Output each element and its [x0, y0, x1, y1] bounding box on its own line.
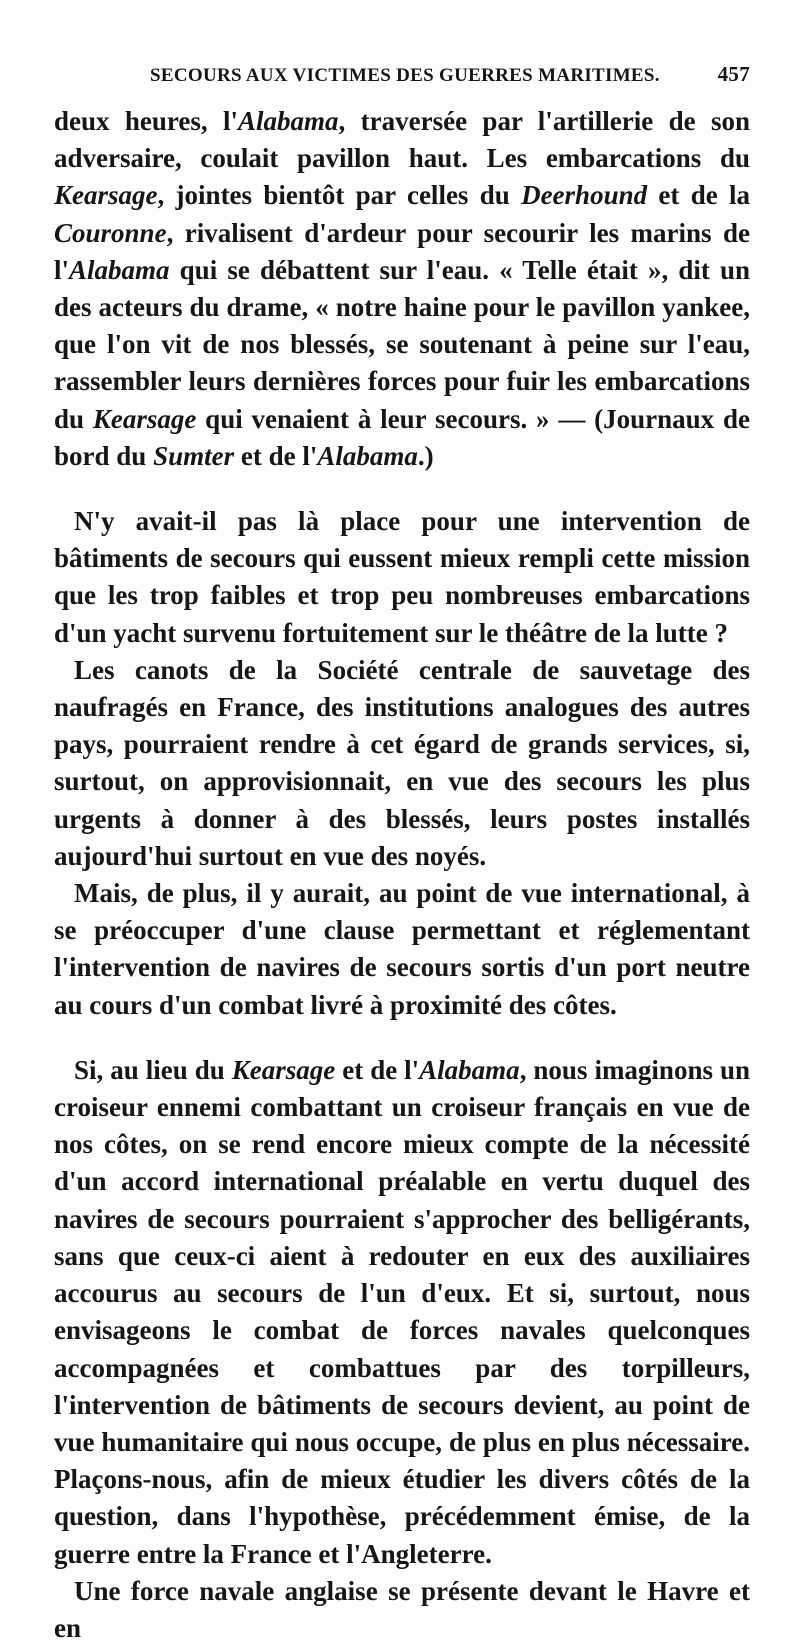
- text-run: , traversée par l'artillerie de son adversaire, coulait pavillon haut. Les embarcations du: [54, 106, 751, 174]
- ship-name: Deerhound: [521, 180, 648, 211]
- ship-name: Couronne: [54, 217, 167, 248]
- text-run: N'y avait-il pas là place pour une intervention de bâtiments de secours qui eussent mieux rempli cette mission que les trop faibles et trop peu nombreuses embarcations d'un yacht survenu fortuitement sur le théâtre de la lutte ?: [54, 506, 750, 648]
- running-title: SECOURS AUX VICTIMES DES GUERRES MARITIMES.: [150, 65, 660, 86]
- ship-name: Alabama: [238, 106, 339, 136]
- paragraph-1: [54, 103, 750, 475]
- text-run: , jointes bientôt par celles du: [157, 180, 522, 211]
- text-run: , nous imaginons un croiseur ennemi combattant un croiseur français en vue de nos côtes, on se rend encore mieux compte de la nécessité d'un accord international préalable en vertu duquel des navires de secours pourraient s'approcher des belligérants, sans que ceux-ci aient à redouter en eux des auxiliaires accourus au secours de l'un d'eux. Et si, surtout, nous envisageons le combat de forces navales quelconques accompagnées et combattues par des torpilleurs, l'intervention de bâtiments de secours devient, au point de vue humanitaire qui nous occupe, de plus en plus nécessaire. Plaçons-nous, afin de mieux étudier les divers côtés de la question, dans l'hypothèse, précédemment émise, de la guerre entre la France et l'Angleterre.: [54, 1054, 750, 1569]
- text-run: qui se débattent sur l'eau. « Telle était », dit un des acteurs du drame, « notre haine pour le pavillon yankee, que l'on vit de nos blessés, se soutenant à peine sur l'eau, rassembler leurs dernières forces pour fuir les embarcations du: [54, 254, 750, 434]
- text-run: et de l': [234, 440, 318, 471]
- text-run: deux heures, l': [54, 106, 239, 136]
- text-run: qui venaient à leur secours. » — (Journaux de bord du: [54, 403, 750, 471]
- text-run: et de la: [647, 180, 750, 211]
- text-run: Si, au lieu du: [74, 1054, 232, 1085]
- page-number: 457: [717, 62, 750, 86]
- paragraph-3: [54, 652, 750, 875]
- text-run: et de l': [335, 1054, 420, 1085]
- ship-name: Alabama: [419, 1054, 520, 1085]
- running-header: [54, 0, 750, 87]
- text-run: Mais, de plus, il y aurait, au point de vue international, à se préoccuper d'une clause permettant et réglementant l'intervention de navires de secours sortis d'un port neutre au cours d'un combat livré à proximité des côtes.: [54, 878, 750, 1020]
- text-run: , rivalisent d'ardeur pour secourir les marins de l': [54, 217, 750, 285]
- paragraph-4: [54, 875, 750, 1024]
- text-run: Les canots de la Société centrale de sauvetage des naufragés en France, des institutions analogues des autres pays, pourraient rendre à cet égard de grands services, si, surtout, on approvisionnait, en vue des secours les plus urgents à donner à des blessés, leurs postes installés aujourd'hui surtout en vue des noyés.: [54, 654, 750, 871]
- ship-name: Alabama: [69, 254, 170, 285]
- text-run: Une force navale anglaise se présente devant le Havre et en: [54, 1575, 750, 1643]
- paragraph-6: [54, 1573, 750, 1647]
- paragraph-2: [54, 503, 750, 652]
- body-text: [54, 103, 750, 1647]
- ship-name: Kearsage: [54, 180, 158, 211]
- ship-name: Kearsage: [92, 403, 197, 434]
- text-run: .): [417, 440, 434, 471]
- ship-name: Kearsage: [231, 1054, 336, 1085]
- ship-name: Alabama: [317, 440, 418, 471]
- paragraph-5: [54, 1052, 750, 1573]
- ship-name: Sumter: [153, 440, 235, 471]
